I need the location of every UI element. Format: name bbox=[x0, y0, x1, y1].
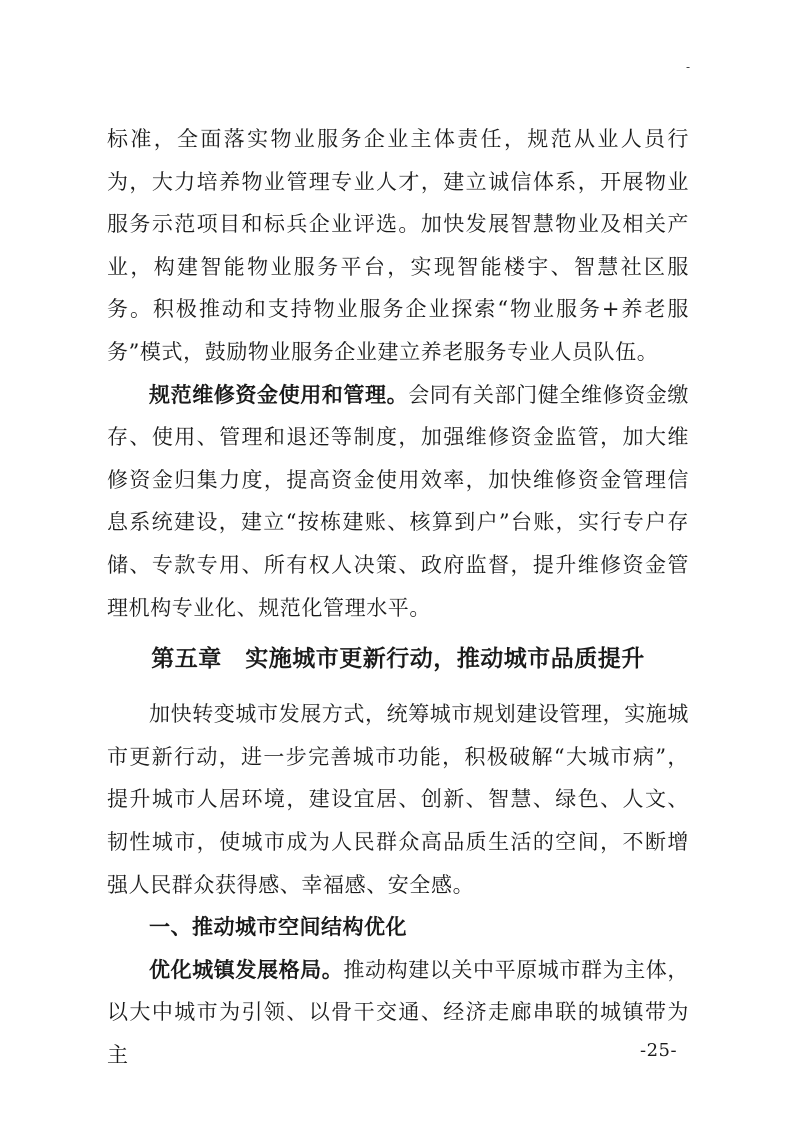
paragraph-body: 推动构建以关中平原城市群为主体，以大中城市为引领、以骨干交通、经济走廊串联的城镇带为主 bbox=[107, 957, 690, 1067]
section-title: 一、推动城市空间结构优化 bbox=[149, 915, 407, 940]
paragraph-body: 会同有关部门健全维修资金缴存、使用、管理和退还等制度，加强维修资金监管，加大维修资金归集力度，提高资金使用效率，加快维修资金管理信息系统建设，建立“按栋建账、核算到户”台账，实行专户存储、专款专用、所有权人决策、政府监督，提升维修资金管理机构专业化、规范化管理水平。 bbox=[107, 382, 690, 620]
corner-mark: - bbox=[686, 60, 691, 74]
paragraph-urban-layout bbox=[107, 949, 689, 1077]
paragraph-maintenance-funds bbox=[107, 374, 689, 630]
paragraph-property-services: 标准，全面落实物业服务企业主体责任，规范从业人员行为，大力培养物业管理专业人才，建立诚信体系，开展物业服务示范项目和标兵企业评选。加快发展智慧物业及相关产业，构建智能物业服务平台，实现智能楼宇、智慧社区服务。积极推动和支持物业服务企业探索“物业服务+养老服务”模式，鼓励物业服务企业建立养老服务专业人员队伍。 bbox=[107, 127, 689, 364]
page-number: -25- bbox=[640, 1040, 678, 1061]
paragraph-lead-heading: 优化城镇发展格局。 bbox=[149, 957, 344, 982]
paragraph-lead-heading: 规范维修资金使用和管理。 bbox=[149, 382, 409, 407]
page-content bbox=[107, 118, 689, 1076]
paragraph-urban-renewal: 加快转变城市发展方式，统筹城市规划建设管理，实施城市更新行动，进一步完善城市功能，积极破解“大城市病”，提升城市人居环境，建设宜居、创新、智慧、绿色、人文、韧性城市，使城市成为人民群众高品质生活的空间，不断增强人民群众获得感、幸福感、安全感。 bbox=[107, 702, 689, 897]
chapter-title: 第五章 实施城市更新行动，推动城市品质提升 bbox=[151, 645, 645, 673]
